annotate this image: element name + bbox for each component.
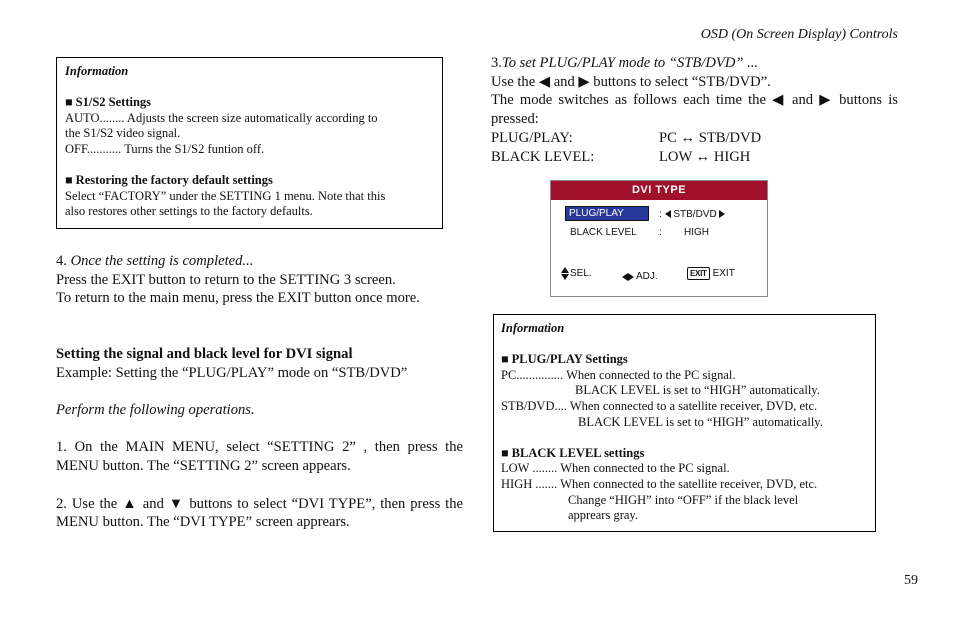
step-3-line-1: Use the ◀ and ▶ buttons to select “STB/DVD”. — [491, 73, 771, 90]
osd-row-plug-play — [565, 206, 649, 221]
plug-play-row — [491, 129, 898, 148]
osd-black-level-sep: : — [659, 227, 662, 238]
osd-black-level-value: HIGH — [684, 227, 709, 238]
osd-sel-hint — [561, 267, 592, 280]
step-4-line-1: Press the EXIT button to return to the SETTING 3 screen. — [56, 271, 396, 288]
osd-exit-label: EXIT — [712, 268, 735, 279]
osd-adj-hint — [622, 271, 658, 282]
osd-sel-label: SEL. — [570, 268, 592, 279]
dvi-perform: Perform the following operations. — [56, 402, 255, 419]
low-line: LOW ........ When connected to the PC signal. — [501, 461, 730, 476]
stb-line-1: STB/DVD.... When connected to a satellite receiver, DVD, etc. — [501, 398, 818, 413]
black-level-row — [491, 148, 898, 167]
plug-play-heading: ■ PLUG/PLAY Settings — [501, 352, 628, 367]
step-4 — [56, 252, 466, 308]
plug-play-value: PC ↔ STB/DVD — [659, 129, 762, 146]
off-line: OFF........... Turns the S1/S2 funtion off. — [65, 141, 265, 156]
osd-plug-play-value-group — [659, 209, 725, 220]
step-3-number: 3. — [491, 55, 502, 71]
dvi-step-2-line-2: MENU button. The “DVI TYPE” screen apprears. — [56, 514, 350, 531]
info-box-s1s2 — [56, 57, 443, 229]
osd-title: DVI TYPE — [551, 181, 767, 200]
osd-adj-label: ADJ. — [636, 271, 658, 282]
page-header: OSD (On Screen Display) Controls — [700, 27, 898, 42]
pc-line-2: BLACK LEVEL is set to “HIGH” automatically. — [575, 383, 820, 398]
right-arrow-icon — [719, 210, 725, 218]
s1s2-heading: ■ S1/S2 Settings — [65, 95, 152, 110]
right-arrow-icon — [628, 273, 634, 281]
info-box-plug-play — [493, 314, 876, 532]
auto-line-1: AUTO........ Adjusts the screen size automatically according to — [65, 110, 378, 125]
up-arrow-icon — [561, 267, 569, 273]
black-level-heading: ■ BLACK LEVEL settings — [501, 445, 645, 460]
osd-dvi-type-screen — [550, 180, 768, 297]
down-arrow-icon — [561, 274, 569, 280]
step-4-number: 4. — [56, 253, 71, 269]
stb-line-2: BLACK LEVEL is set to “HIGH” automatically. — [578, 414, 823, 429]
high-line-2: Change “HIGH” into “OFF” if the black level — [568, 492, 799, 507]
pc-line-1: PC............... When connected to the PC signal. — [501, 367, 736, 382]
dvi-section — [56, 345, 463, 532]
dvi-heading: Setting the signal and black level for DVI signal — [56, 346, 353, 362]
auto-line-2: the S1/S2 video signal. — [65, 126, 181, 141]
step-3 — [491, 54, 898, 166]
dvi-step-2-line-1: 2. Use the ▲ and ▼ buttons to select “DVI TYPE”, then press the — [56, 495, 463, 512]
plug-play-label: PLUG/PLAY: — [491, 129, 573, 146]
left-arrow-icon — [665, 210, 671, 218]
black-level-label: BLACK LEVEL: — [491, 148, 595, 165]
factory-line-2: also restores other settings to the factory defaults. — [65, 204, 313, 219]
info-title: Information — [501, 321, 565, 335]
dvi-example: Example: Setting the “PLUG/PLAY” mode on “STB/DVD” — [56, 364, 408, 381]
osd-plug-play-label: PLUG/PLAY — [565, 206, 649, 221]
osd-plug-play-value: STB/DVD — [673, 209, 717, 220]
osd-plug-play-sep: : — [659, 209, 662, 220]
factory-line-1: Select “FACTORY” under the SETTING 1 menu. Note that this — [65, 188, 386, 203]
high-line-3: apprears gray. — [568, 508, 638, 523]
dvi-step-1-line-2: MENU button. The “SETTING 2” screen appears. — [56, 458, 351, 475]
exit-button-icon: EXIT — [687, 267, 710, 280]
factory-heading: ■ Restoring the factory default settings — [65, 173, 273, 188]
step-3-title: To set PLUG/PLAY mode to “STB/DVD” ... — [501, 55, 759, 71]
step-3-line-2: The mode switches as follows each time the ◀ and ▶ buttons is — [491, 92, 898, 109]
black-level-value: LOW ↔ HIGH — [659, 148, 751, 165]
osd-black-level-label: BLACK LEVEL — [570, 227, 637, 238]
high-line-1: HIGH ....... When connected to the satellite receiver, DVD, etc. — [501, 476, 818, 491]
info-title: Information — [65, 64, 129, 78]
osd-exit-hint — [687, 267, 735, 280]
dvi-step-1-line-1: 1. On the MAIN MENU, select “SETTING 2” , then press the — [56, 439, 463, 456]
page-number: 59 — [904, 573, 918, 588]
step-4-title: Once the setting is completed... — [70, 253, 254, 269]
step-4-line-2: To return to the main menu, press the EXIT button once more. — [56, 290, 420, 307]
step-3-line-3: pressed: — [491, 111, 539, 128]
